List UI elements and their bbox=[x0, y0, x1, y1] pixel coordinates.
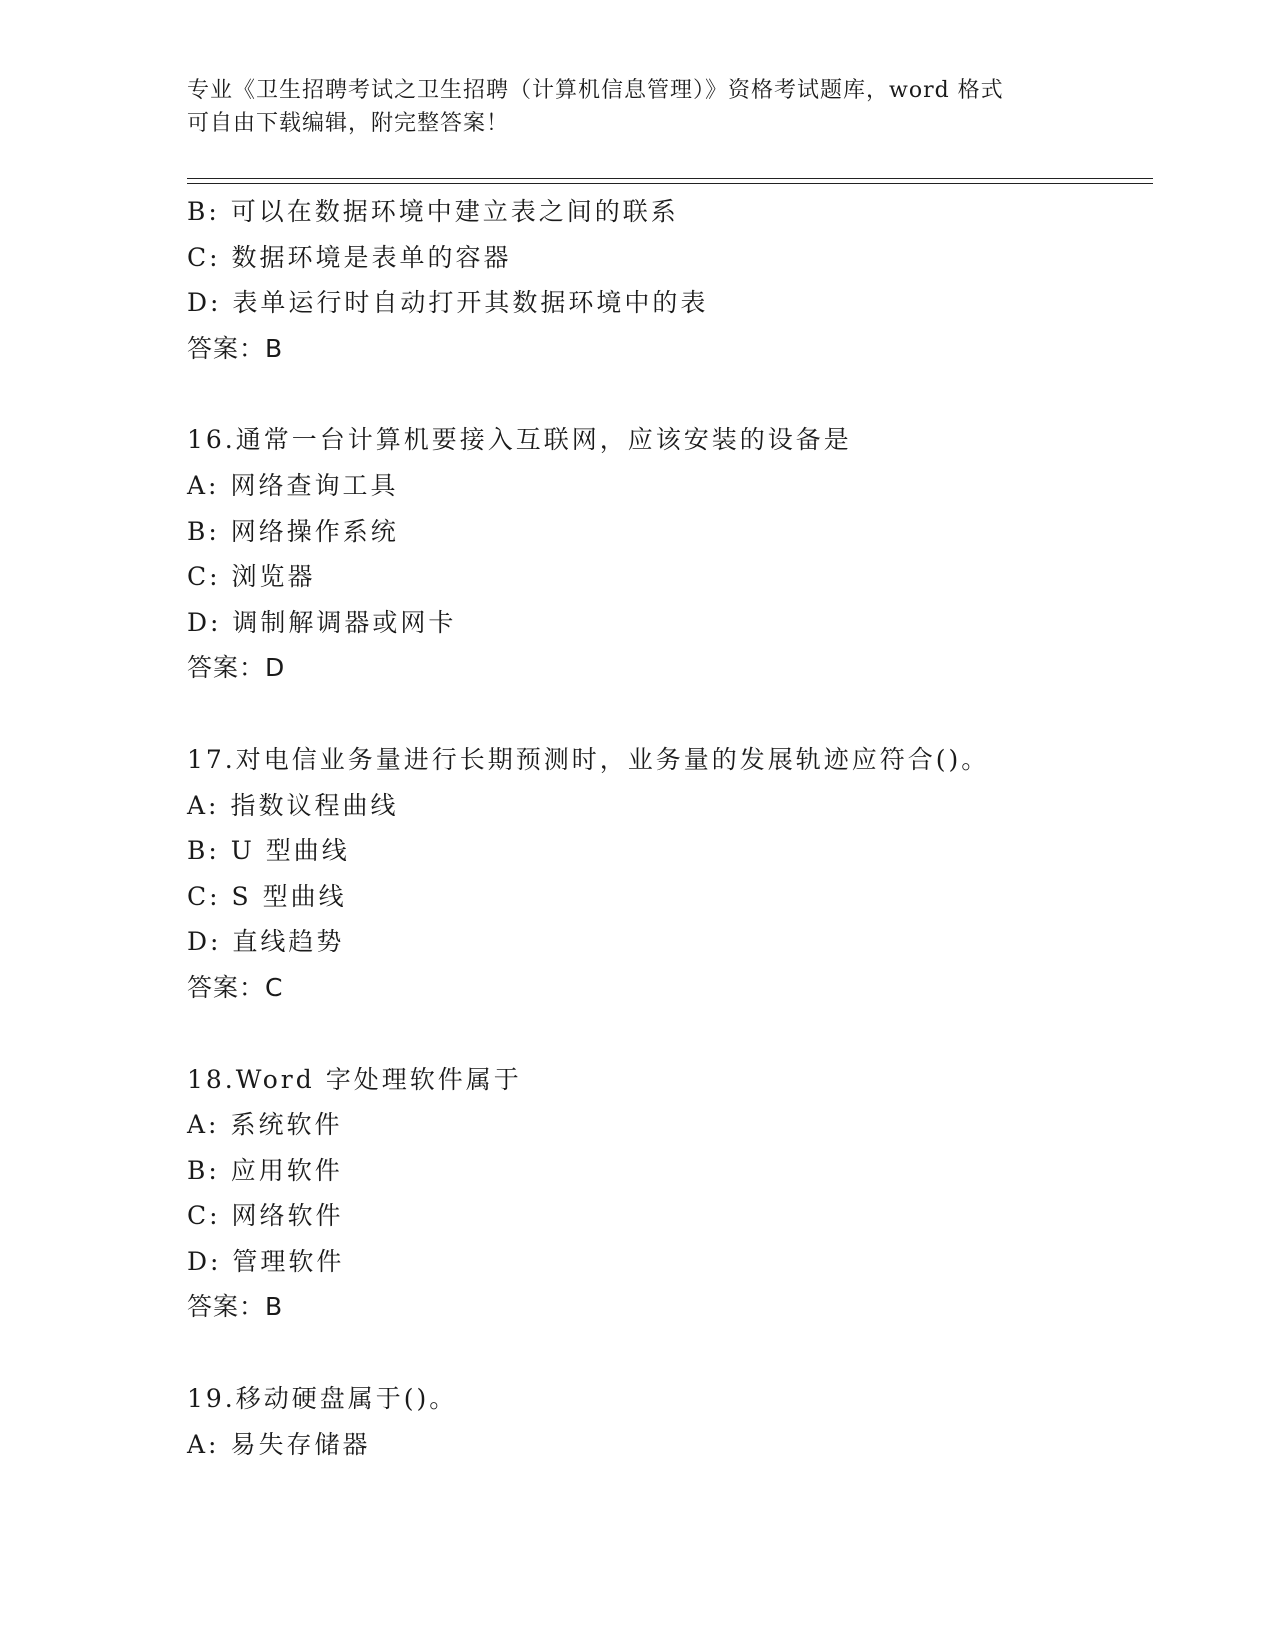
header-title-line-1: 专业《卫生招聘考试之卫生招聘（计算机信息管理）》资格考试题库，word 格式 bbox=[187, 78, 1004, 103]
option-key: B: bbox=[187, 1155, 220, 1185]
spacer bbox=[187, 371, 1167, 417]
option-key: A: bbox=[187, 470, 220, 500]
option-text: 数据环境是表单的容器 bbox=[231, 242, 512, 272]
question-block-partial bbox=[187, 189, 1167, 371]
option-line bbox=[187, 874, 1167, 920]
question-stem: 16.通常一台计算机要接入互联网，应该安装的设备是 bbox=[187, 425, 852, 455]
answer-line: 答案：C bbox=[187, 972, 284, 1002]
option-key: D: bbox=[187, 288, 222, 318]
option-line bbox=[187, 1422, 1167, 1468]
option-line bbox=[187, 919, 1167, 965]
option-text: U 型曲线 bbox=[230, 836, 350, 866]
question-stem: 18.Word 字处理软件属于 bbox=[187, 1064, 522, 1094]
question-stem: 17.对电信业务量进行长期预测时，业务量的发展轨迹应符合()。 bbox=[187, 744, 990, 774]
option-text: 直线趋势 bbox=[232, 927, 345, 957]
option-text: 网络软件 bbox=[231, 1201, 344, 1231]
option-key: A: bbox=[187, 1429, 220, 1459]
question-block-18 bbox=[187, 1057, 1167, 1331]
answer-line: 答案：B bbox=[187, 333, 284, 363]
option-line bbox=[187, 280, 1167, 326]
option-key: D: bbox=[187, 927, 222, 957]
option-text: 指数议程曲线 bbox=[230, 790, 399, 820]
spacer bbox=[187, 691, 1167, 737]
option-line bbox=[187, 509, 1167, 555]
option-line bbox=[187, 1193, 1167, 1239]
option-line bbox=[187, 235, 1167, 281]
option-text: 浏览器 bbox=[231, 562, 316, 592]
spacer bbox=[187, 1330, 1167, 1376]
option-line bbox=[187, 1102, 1167, 1148]
question-block-16 bbox=[187, 417, 1167, 691]
option-line bbox=[187, 783, 1167, 829]
option-line bbox=[187, 1148, 1167, 1194]
spacer bbox=[187, 1011, 1167, 1057]
option-key: C: bbox=[187, 562, 221, 592]
option-key: C: bbox=[187, 881, 221, 911]
option-text: 管理软件 bbox=[232, 1246, 345, 1276]
option-text: 表单运行时自动打开其数据环境中的表 bbox=[232, 288, 709, 318]
header-title-line-2: 可自由下载编辑，附完整答案！ bbox=[187, 111, 510, 136]
option-text: 网络查询工具 bbox=[230, 470, 399, 500]
option-text: 易失存储器 bbox=[230, 1429, 371, 1459]
option-key: A: bbox=[187, 1110, 220, 1140]
question-list bbox=[187, 189, 1167, 1467]
option-line bbox=[187, 189, 1167, 235]
option-text: 网络操作系统 bbox=[230, 516, 399, 546]
question-block-17 bbox=[187, 737, 1167, 1011]
option-text: S 型曲线 bbox=[231, 881, 347, 911]
option-key: B: bbox=[187, 836, 220, 866]
question-block-19 bbox=[187, 1376, 1167, 1467]
question-stem: 19.移动硬盘属于()。 bbox=[187, 1384, 458, 1414]
option-line bbox=[187, 463, 1167, 509]
answer-line: 答案：D bbox=[187, 653, 286, 683]
option-line bbox=[187, 1239, 1167, 1285]
header-divider-bottom bbox=[187, 183, 1153, 184]
option-line bbox=[187, 600, 1167, 646]
option-key: A: bbox=[187, 790, 220, 820]
option-key: C: bbox=[187, 242, 221, 272]
option-key: D: bbox=[187, 607, 222, 637]
option-line bbox=[187, 554, 1167, 600]
option-key: B: bbox=[187, 197, 220, 226]
option-text: 系统软件 bbox=[230, 1110, 343, 1140]
header-divider-top bbox=[187, 178, 1153, 179]
answer-line: 答案：B bbox=[187, 1292, 284, 1322]
option-text: 调制解调器或网卡 bbox=[232, 607, 457, 637]
option-key: B: bbox=[187, 516, 220, 546]
option-line bbox=[187, 828, 1167, 874]
document-header bbox=[187, 74, 1067, 140]
option-key: C: bbox=[187, 1201, 221, 1231]
option-key: D: bbox=[187, 1246, 222, 1276]
option-text: 应用软件 bbox=[230, 1155, 343, 1185]
option-text: 可以在数据环境中建立表之间的联系 bbox=[230, 197, 679, 226]
